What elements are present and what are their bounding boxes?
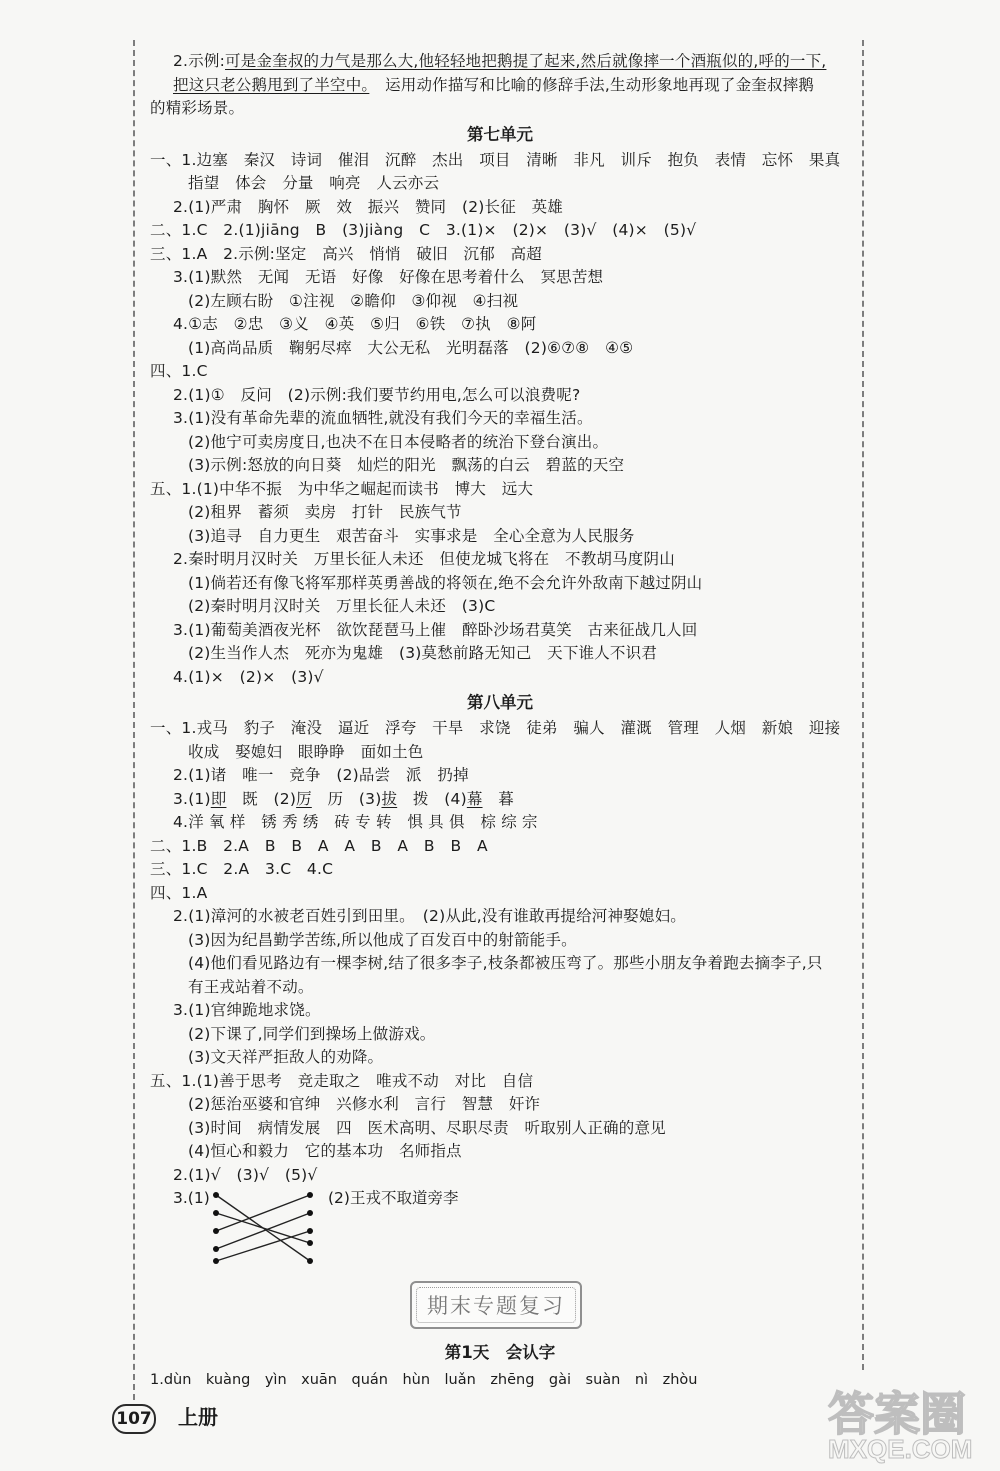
answer-line: 四、1.C	[150, 362, 208, 380]
answer-line: 五、1.(1)中华不振 为中华之崛起而读书 博大 远大	[150, 479, 534, 498]
pinyin-answers: 1.dùn kuàng yìn xuān quán hùn luǎn zhēng gài suàn nì zhòu	[150, 1372, 698, 1388]
answer-line: (2)下课了,同学们到操场上做游戏。	[188, 1024, 436, 1043]
answer-line: 三、1.A 2.示例:坚定 高兴 悄悄 破旧 沉郁 高超	[150, 244, 543, 263]
match-dot	[307, 1258, 313, 1264]
answer-line: 3.(1)葡萄美酒夜光杯 欲饮琵琶马上催 醉卧沙场君莫笑 古来征战几人回	[173, 620, 698, 639]
matching-lines-diagram	[208, 1191, 318, 1267]
right-cut-line	[862, 40, 864, 1370]
page-number-badge: 107	[112, 1404, 156, 1434]
review-banner	[410, 1281, 582, 1329]
answer-content	[150, 50, 850, 1393]
answer-line: (4)他们看见路边有一棵李树,结了很多李子,枝条都被压弯了。那些小朋友争着跑去摘李子,只	[188, 954, 823, 972]
volume-label: 上册	[178, 1405, 218, 1429]
answer-line: 2.(1)严肃 胸怀 厥 效 振兴 赞同 (2)长征 英雄	[173, 197, 564, 216]
match-dot	[213, 1210, 219, 1216]
unit8-answers-a	[150, 717, 850, 788]
match-dot	[213, 1192, 219, 1198]
match-dot	[213, 1228, 219, 1234]
match-dot	[213, 1258, 219, 1264]
matching-label: 3.(1)	[173, 1189, 210, 1207]
answer-line: (2)左顾右盼 ①注视 ②瞻仰 ③仰视 ④扫视	[188, 291, 519, 310]
answer-line: 2.(1)√ (3)√ (5)√	[173, 1165, 318, 1184]
unit8-heading: 第八单元	[467, 693, 533, 712]
matching-question	[150, 1187, 850, 1269]
answer-line: 3.(1)没有革命先辈的流血牺牲,就没有我们今天的幸福生活。	[173, 409, 593, 427]
answer-line: 3.(1)默然 无闻 无语 好像 好像在思考着什么 冥思苦想	[173, 268, 604, 286]
answer-line: 2.秦时明月汉时关 万里长征人未还 但使龙城飞将在 不教胡马度阴山	[173, 550, 675, 568]
unit8-char-pairs: 3.(1)即 既 (2)厉 历 (3)拔 拨 (4)幕 暮	[173, 789, 514, 808]
intro-line-2: 把这只老公鹅甩到了半空中。 运用动作描写和比喻的修辞手法,生动形象地再现了金奎叔摔鹅	[173, 75, 815, 94]
answer-line: (3)因为纪昌勤学苦练,所以他成了百发百中的射箭能手。	[188, 930, 577, 949]
answer-line: (2)租界 蓄须 卖房 打针 民族气节	[188, 503, 462, 521]
answer-line: (2)他宁可卖房度日,也决不在日本侵略者的统治下登台演出。	[188, 432, 609, 451]
match-dot	[307, 1240, 313, 1246]
answer-line: 五、1.(1)善于思考 竞走取之 唯戎不动 对比 自信	[150, 1071, 534, 1090]
answer-line: (1)倘若还有像飞将军那样英勇善战的将领在,绝不会允许外敌南下越过阴山	[188, 573, 703, 592]
review-banner-wrap	[150, 1269, 850, 1339]
review-banner-title: 期末专题复习	[427, 1294, 565, 1318]
answer-line: 4.①志 ②忠 ③义 ④英 ⑤归 ⑥铁 ⑦执 ⑧阿	[173, 315, 537, 333]
match-dot	[307, 1192, 313, 1198]
watermark-url: MXQE.COM	[828, 1434, 973, 1464]
intro-line-3: 的精彩场景。	[150, 99, 245, 117]
answer-line: 2.(1)① 反问 (2)示例:我们要节约用电,怎么可以浪费呢?	[173, 385, 581, 404]
unit7-heading: 第七单元	[467, 124, 533, 144]
answer-line: 4.(1)× (2)× (3)√	[173, 667, 324, 686]
answer-line: 一、1.戎马 豹子 淹没 逼近 浮夸 干旱 求饶 徒弟 骗人 灌溉 管理 人烟 新娘 迎接	[150, 719, 841, 737]
day1-heading: 第1天 会认字	[444, 1343, 556, 1362]
answer-line: 三、1.C 2.A 3.C 4.C	[150, 860, 334, 878]
match-dot	[307, 1210, 313, 1216]
answer-line: (3)文天祥严拒敌人的劝降。	[188, 1048, 384, 1066]
answer-line: 二、1.B 2.A B B A A B A B B A	[150, 836, 488, 855]
left-cut-line	[133, 40, 135, 1400]
underlined-sentence-1: 可是金奎叔的力气是那么大,他轻轻地把鹅提了起来,然后就像摔一个酒瓶似的,呼的一下,	[225, 52, 827, 70]
answer-line: 指望 体会 分量 响亮 人云亦云	[188, 174, 440, 192]
answer-line: 二、1.C 2.(1)jiāng B (3)jiàng C 3.(1)× (2)× (3)√ (4)× (5)√	[150, 221, 697, 239]
unit7-answers	[150, 149, 850, 690]
answer-line: (2)惩治巫婆和官绅 兴修水利 言行 智慧 奸诈	[188, 1095, 541, 1113]
intro-line-1: 2.示例:可是金奎叔的力气是那么大,他轻轻地把鹅提了起来,然后就像摔一个酒瓶似的,呼的一下,	[173, 52, 827, 70]
watermark-logo: 答案圈	[828, 1387, 966, 1441]
answer-line: 2.(1)诸 唯一 竞争 (2)品尝 派 扔掉	[173, 766, 469, 784]
answer-line: (2)生当作人杰 死亦为鬼雄 (3)莫愁前路无知己 天下谁人不识君	[188, 644, 658, 662]
unit8-answers-b	[150, 811, 850, 1187]
answer-line: 4.洋 氧 样 锈 秀 绣 砖 专 转 惧 具 俱 棕 综 宗	[173, 813, 538, 831]
answer-line: 一、1.边塞 秦汉 诗词 催泪 沉醉 杰出 项目 清晰 非凡 训斥 抱负 表情 忘怀 果真	[150, 150, 841, 169]
match-dot	[307, 1228, 313, 1234]
answer-line: 有王戎站着不动。	[188, 977, 314, 996]
answer-line: 2.(1)漳河的水被老百姓引到田里。 (2)从此,没有谁敢再提给河神娶媳妇。	[173, 907, 686, 925]
answer-line: (1)高尚品质 鞠躬尽瘁 大公无私 光明磊落 (2)⑥⑦⑧ ④⑤	[188, 338, 634, 357]
answer-line: (4)恒心和毅力 它的基本功 名师指点	[188, 1142, 462, 1160]
answer-line: (3)时间 病情发展 四 医术高明、尽职尽责 听取别人正确的意见	[188, 1118, 666, 1137]
underlined-sentence-2: 把这只老公鹅甩到了半空中。	[173, 75, 370, 94]
answer-line: (2)秦时明月汉时关 万里长征人未还 (3)C	[188, 597, 496, 615]
matching-answer-2: (2)王戎不取道旁李	[328, 1189, 459, 1207]
answer-line: 四、1.A	[150, 883, 208, 902]
answer-line: 收成 娶媳妇 眼睁睁 面如土色	[188, 742, 424, 761]
answer-line: (3)示例:怒放的向日葵 灿烂的阳光 飘荡的白云 碧蓝的天空	[188, 456, 625, 474]
match-dot	[213, 1246, 219, 1252]
answer-line: (3)追寻 自力更生 艰苦奋斗 实事求是 全心全意为人民服务	[188, 526, 635, 545]
answer-line: 3.(1)官绅跪地求饶。	[173, 1001, 321, 1019]
